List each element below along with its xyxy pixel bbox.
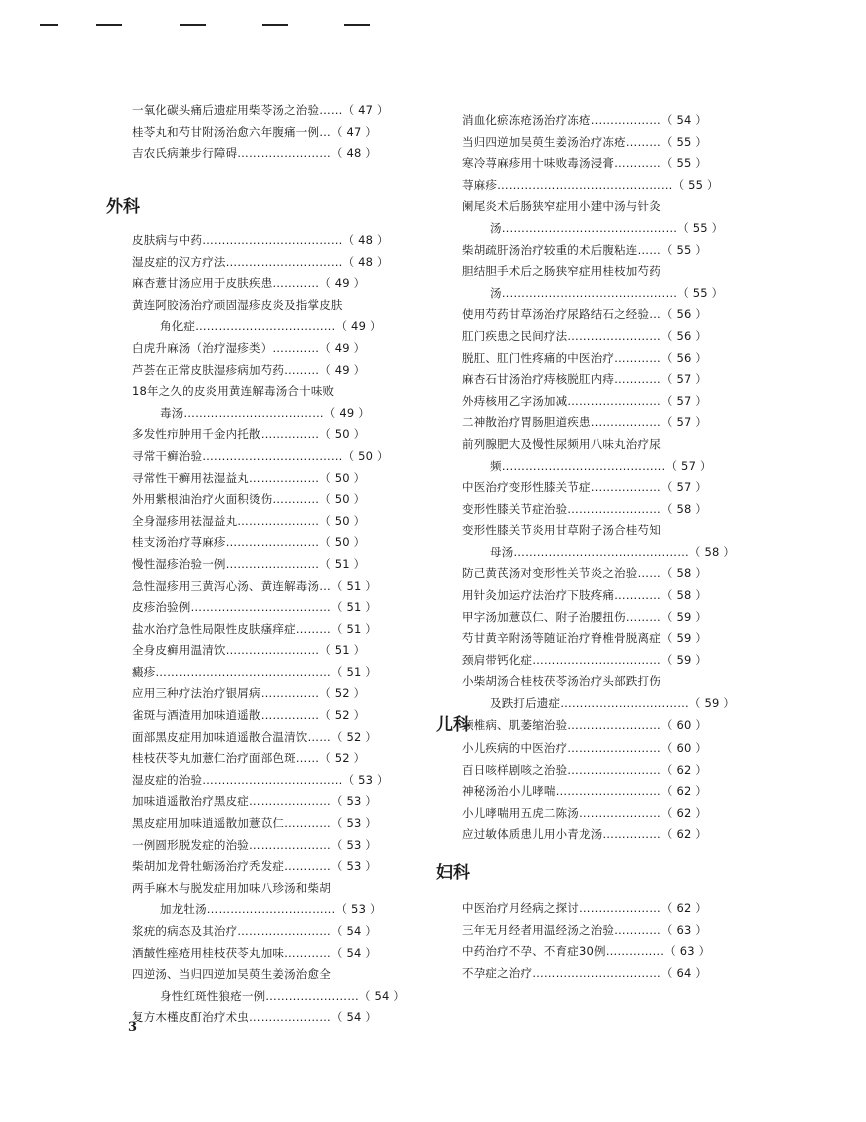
toc-entry: 癜疹………………………………………（ 51 ） bbox=[132, 664, 378, 679]
toc-entry: 复方木槿皮酊治疗术虫…………………（ 54 ） bbox=[132, 1010, 378, 1025]
top-rule-4 bbox=[262, 24, 288, 26]
waike-list bbox=[132, 230, 412, 1029]
toc-entry: 荨麻疹………………………………………（ 55 ） bbox=[462, 177, 719, 192]
toc-entry: 甲字汤加薏苡仁、附子治腰扭伤………（ 59 ） bbox=[462, 609, 708, 624]
toc-entry: 黑皮症用加味逍遥散加薏苡仁…………（ 53 ） bbox=[132, 816, 378, 831]
top-rule-5 bbox=[344, 24, 370, 26]
toc-entry: 使用芍药甘草汤治疗尿路结石之经验…（ 56 ） bbox=[462, 307, 708, 322]
toc-entry: 皮肤病与中药………………………………（ 48 ） bbox=[132, 233, 389, 247]
fuke-list bbox=[462, 898, 742, 984]
toc-entry: 酒皶性痤疮用桂枝茯苓丸加味…………（ 54 ） bbox=[132, 945, 378, 960]
toc-entry: 母汤………………………………………（ 58 ） bbox=[490, 544, 736, 559]
toc-entry: 全身湿疹用祛湿益丸…………………（ 50 ） bbox=[132, 513, 366, 528]
toc-entry: 白虎升麻汤（治疗湿疹类）…………（ 49 ） bbox=[132, 340, 366, 355]
top-rule-1 bbox=[40, 24, 58, 26]
toc-entry: 寻常性干癣用祛湿益丸………………（ 50 ） bbox=[132, 470, 366, 485]
toc-entry: 急性湿疹用三黄泻心汤、黄连解毒汤…（ 51 ） bbox=[132, 578, 378, 593]
toc-entry: 中医治疗变形性膝关节症………………（ 57 ） bbox=[462, 480, 708, 495]
toc-entry: 盐水治疗急性局限性皮肤瘙痒症………（ 51 ） bbox=[132, 621, 378, 636]
page-number: 3 bbox=[128, 1020, 138, 1035]
toc-entry: 前列腺肥大及慢性尿频用八味丸治疗尿 bbox=[462, 436, 661, 451]
toc-entry: 及跌打后遗症……………………………（ 59 ） bbox=[490, 696, 736, 711]
toc-entry: 三年无月经者用温经汤之治验…………（ 63 ） bbox=[462, 922, 708, 937]
toc-entry: 慢性湿疹治验一例……………………（ 51 ） bbox=[132, 556, 366, 571]
toc-entry: 皮疹治验例………………………………（ 51 ） bbox=[132, 600, 378, 615]
toc-entry: 寻常干癣治验………………………………（ 50 ） bbox=[132, 448, 389, 463]
toc-entry: 脱肛、肛门性疼痛的中医治疗…………（ 56 ） bbox=[462, 350, 708, 365]
toc-entry: 外用紫根油治疗火面积烫伤…………（ 50 ） bbox=[132, 492, 366, 507]
toc-entry: 肛门疾患之民间疗法……………………（ 56 ） bbox=[462, 328, 708, 343]
toc-entry: 百日咳样剧咳之治验……………………（ 62 ） bbox=[462, 762, 708, 777]
toc-entry: 汤………………………………………（ 55 ） bbox=[490, 285, 724, 300]
section-heading-erke: 儿科 bbox=[436, 715, 470, 735]
toc-entry: 麻杏石甘汤治疗痔核脱肛内痔…………（ 57 ） bbox=[462, 372, 708, 387]
toc-entry: 应用三种疗法治疗银屑病……………（ 52 ） bbox=[132, 686, 366, 701]
toc-entry: 颈椎病、肌萎缩治验……………………（ 60 ） bbox=[462, 717, 708, 732]
toc-entry: 阑尾炎术后肠狭窄症用小建中汤与针灸 bbox=[462, 199, 661, 214]
toc-entry: 一例圆形脱发症的治验…………………（ 53 ） bbox=[132, 837, 378, 852]
section-heading-fuke: 妇科 bbox=[436, 863, 470, 883]
toc-entry: 频……………………………………（ 57 ） bbox=[490, 458, 712, 473]
left-top-list bbox=[132, 100, 412, 165]
toc-entry: 桂支汤治疗荨麻疹……………………（ 50 ） bbox=[132, 535, 366, 550]
toc-entry: 湿皮症的治验………………………………（ 53 ） bbox=[132, 772, 389, 787]
toc-entry: 中药治疗不孕、不育症30例……………（ 63 ） bbox=[462, 944, 711, 959]
toc-entry: 雀斑与酒渣用加味逍遥散……………（ 52 ） bbox=[132, 708, 366, 723]
toc-entry: 胆结胆手术后之肠狭窄症用桂枝加芍药 bbox=[462, 264, 661, 279]
toc-entry: 神秘汤治小儿哮喘………………………（ 62 ） bbox=[462, 784, 708, 799]
toc-entry: 湿皮症的汉方疗法…………………………（ 48 ） bbox=[132, 254, 389, 269]
toc-entry: 加味逍遥散治疗黑皮症…………………（ 53 ） bbox=[132, 794, 378, 809]
toc-entry: 外痔核用乙字汤加减……………………（ 57 ） bbox=[462, 393, 708, 408]
toc-entry: 汤………………………………………（ 55 ） bbox=[490, 220, 724, 235]
toc-entry: 加龙牡汤……………………………（ 53 ） bbox=[160, 902, 382, 917]
toc-entry: 消血化瘀冻疮汤治疗冻疮………………（ 54 ） bbox=[462, 113, 708, 127]
top-rule-3 bbox=[180, 24, 206, 26]
right-top-list bbox=[462, 110, 742, 736]
toc-entry: 小儿疾病的中医治疗……………………（ 60 ） bbox=[462, 741, 708, 755]
toc-entry: 中医治疗月经病之探讨…………………（ 62 ） bbox=[462, 901, 708, 915]
toc-entry: 一氧化碳头痛后遗症用柴苓汤之治验……（ 47 ） bbox=[132, 103, 389, 117]
toc-entry: 柴胡疏肝汤治疗较重的术后腹粘连……（ 55 ） bbox=[462, 242, 708, 257]
toc-entry: 小儿哮喘用五虎二陈汤…………………（ 62 ） bbox=[462, 805, 708, 820]
toc-entry: 两手麻木与脱发症用加味八珍汤和柴胡 bbox=[132, 880, 331, 895]
toc-entry: 四逆汤、当归四逆加吴萸生姜汤治愈全 bbox=[132, 967, 331, 982]
toc-entry: 不孕症之治疗……………………………（ 64 ） bbox=[462, 965, 708, 980]
toc-entry: 变形性膝关节炎用甘草附子汤合桂芍知 bbox=[462, 523, 661, 538]
toc-entry: 防己黄芪汤对变形性关节炎之治验……（ 58 ） bbox=[462, 566, 708, 581]
toc-entry: 小柴胡汤合桂枝茯苓汤治疗头部跌打伤 bbox=[462, 674, 661, 689]
toc-entry: 桂苓丸和芍甘附汤治愈六年腹痛一例…（ 47 ） bbox=[132, 124, 378, 139]
top-rule-2 bbox=[96, 24, 122, 26]
toc-entry: 应过敏体质患儿用小青龙汤……………（ 62 ） bbox=[462, 827, 708, 842]
erke-list bbox=[462, 738, 742, 846]
toc-entry: 身性红斑性狼疮一例……………………（ 54 ） bbox=[160, 988, 406, 1003]
toc-entry: 麻杏薏甘汤应用于皮肤疾患…………（ 49 ） bbox=[132, 276, 366, 291]
toc-entry: 颈肩带钙化症……………………………（ 59 ） bbox=[462, 652, 708, 667]
toc-entry: 黄连阿胶汤治疗顽固湿疹皮炎及指掌皮肤 bbox=[132, 297, 343, 312]
toc-entry: 柴胡加龙骨牡蛎汤治疗秃发症…………（ 53 ） bbox=[132, 859, 378, 874]
toc-entry: 全身皮癣用温清饮……………………（ 51 ） bbox=[132, 643, 366, 658]
section-heading-waike: 外科 bbox=[106, 197, 140, 217]
toc-entry: 二神散治疗胃肠胆道疾患………………（ 57 ） bbox=[462, 415, 708, 430]
toc-entry: 吉农氏病兼步行障碍……………………（ 48 ） bbox=[132, 146, 378, 161]
toc-entry: 18年之久的皮炎用黄连解毒汤合十味败 bbox=[132, 384, 335, 399]
toc-entry: 多发性疖肿用千金内托散……………（ 50 ） bbox=[132, 427, 366, 442]
toc-entry: 芦荟在正常皮肤湿疹病加芍药………（ 49 ） bbox=[132, 362, 366, 377]
toc-entry: 寒冷荨麻疹用十味败毒汤浸膏…………（ 55 ） bbox=[462, 156, 708, 171]
toc-entry: 用针灸加运疗法治疗下肢疼痛…………（ 58 ） bbox=[462, 588, 708, 603]
toc-entry: 当归四逆加吴萸生姜汤治疗冻疮………（ 55 ） bbox=[462, 134, 708, 149]
toc-entry: 毒汤………………………………（ 49 ） bbox=[160, 405, 370, 420]
toc-entry: 面部黑皮症用加味逍遥散合温清饮……（ 52 ） bbox=[132, 729, 378, 744]
toc-entry: 角化症………………………………（ 49 ） bbox=[160, 319, 382, 334]
toc-entry: 浆疣的病态及其治疗……………………（ 54 ） bbox=[132, 924, 378, 938]
toc-entry: 芍甘黄辛附汤等随证治疗脊椎骨脱离症（ 59 ） bbox=[462, 631, 708, 646]
toc-entry: 变形性膝关节症治验……………………（ 58 ） bbox=[462, 501, 708, 516]
toc-entry: 桂枝茯苓丸加薏仁治疗面部色斑……（ 52 ） bbox=[132, 751, 366, 766]
